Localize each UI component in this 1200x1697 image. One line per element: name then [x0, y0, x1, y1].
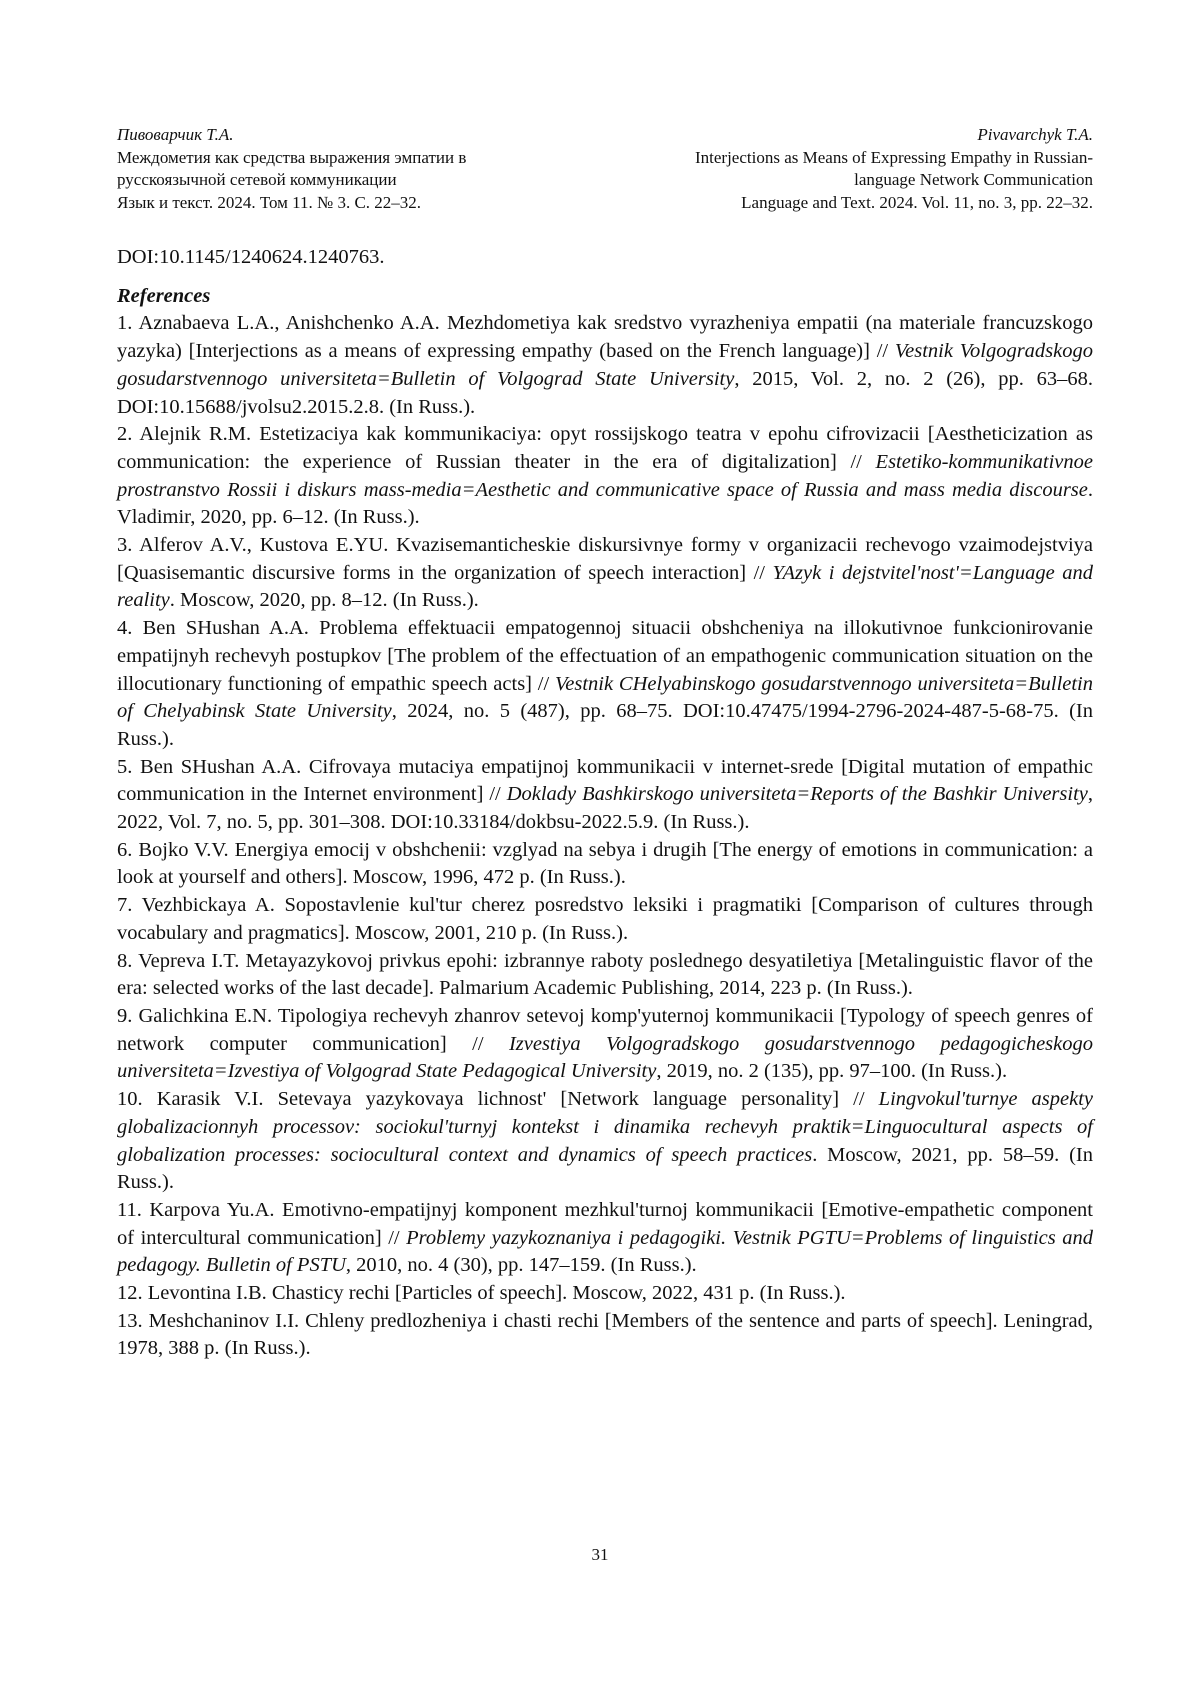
reference-list	[117, 310, 1093, 1363]
reference-text: . Moscow, 2021, pp. 58–59. (In Russ.).	[117, 1144, 1093, 1194]
reference-text: , 2015, Vol. 2, no. 2 (26), pp. 63–68. DOI:10.15688/jvolsu2.2015.2.8. (In Russ.).	[117, 368, 1093, 418]
reference-text: 12. Levontina I.B. Chasticy rechi [Particles of speech]. Moscow, 2022, 431 p. (In Russ.).	[117, 1282, 846, 1304]
reference-text: 11. Karpova Yu.A. Emotivno-empatijnyj komponent mezhkul'turnoj kommunikacii [Emotive-empathetic component of intercultural communication] //	[117, 1199, 1093, 1249]
reference-text: , 2022, Vol. 7, no. 5, pp. 301–308. DOI:10.33184/dokbsu-2022.5.9. (In Russ.).	[117, 783, 1093, 833]
header-citation-ru: Язык и текст. 2024. Том 11. № 3. С. 22–32.	[117, 192, 587, 215]
reference-item	[117, 421, 1093, 532]
reference-text: 13. Meshchaninov I.I. Chleny predlozheniya i chasti rechi [Members of the sentence and parts of speech]. Leningrad, 1978, 388 p. (In Russ.).	[117, 1310, 1093, 1360]
header-title-en-line2: language Network Communication	[593, 169, 1093, 192]
reference-source-title: Problemy yazykoznaniya i pedagogiki. Vestnik PGTU=Problems of linguistics and pedagogy. Bulletin of PSTU	[117, 1227, 1093, 1277]
header-author-en: Pivavarchyk T.A.	[593, 124, 1093, 147]
reference-source-title: Izvestiya Volgogradskogo gosudarstvennogo pedagogicheskogo universiteta=Izvestiya of Volgograd State Pedagogical University	[117, 1033, 1093, 1083]
page-number: 31	[0, 1545, 1200, 1565]
reference-text: 1. Aznabaeva L.A., Anishchenko A.A. Mezhdometiya kak sredstvo vyrazheniya empatii (na materiale francuzskogo yazyka) [Interjections as a means of expressing empathy (based on the French language)] //	[117, 312, 1093, 362]
reference-item	[117, 310, 1093, 421]
header-title-en-line1: Interjections as Means of Expressing Empathy in Russian-	[593, 147, 1093, 170]
page-body	[117, 244, 1093, 1363]
reference-item	[117, 1003, 1093, 1086]
reference-source-title: YAzyk i dejstvitel'nost'=Language and reality	[117, 562, 1093, 612]
reference-text: , 2024, no. 5 (487), pp. 68–75. DOI:10.47475/1994-2796-2024-487-5-68-75. (In Russ.).	[117, 700, 1093, 750]
reference-item	[117, 754, 1093, 837]
references-heading: References	[117, 283, 1093, 311]
reference-source-title: Lingvokul'turnye aspekty globalizacionnyh processov: sociokul'turnyj kontekst i dinamika rechevyh praktik=Linguocultural aspects of globalization processes: sociocultural context and dynamics of speech practices	[117, 1088, 1093, 1165]
reference-text: , 2019, no. 2 (135), pp. 97–100. (In Russ.).	[656, 1060, 1007, 1082]
reference-source-title: Vestnik CHelyabinskogo gosudarstvennogo universiteta=Bulletin of Chelyabinsk State University	[117, 673, 1093, 723]
reference-text: 7. Vezhbickaya A. Sopostavlenie kul'tur cherez posredstvo leksiki i pragmatiki [Comparison of cultures through vocabulary and pragmatics]. Moscow, 2001, 210 p. (In Russ.).	[117, 894, 1093, 944]
reference-text: . Moscow, 2020, pp. 8–12. (In Russ.).	[170, 589, 479, 611]
reference-text: 6. Bojko V.V. Energiya emocij v obshchenii: vzglyad na sebya i drugih [The energy of emotions in communication: a look at yourself and others]. Moscow, 1996, 472 p. (In Russ.).	[117, 839, 1093, 889]
reference-text: . Vladimir, 2020, pp. 6–12. (In Russ.).	[117, 479, 1093, 529]
reference-text: 3. Alferov A.V., Kustova E.YU. Kvazisemanticheskie diskursivnye formy v organizacii rechevogo vzaimodejstviya [Quasisemantic discursive forms in the organization of speech interaction] //	[117, 534, 1093, 584]
reference-text: 8. Vepreva I.T. Metayazykovoj privkus epohi: izbrannye raboty poslednego desyatiletiya [Metalinguistic flavor of the era: selected works of the last decade]. Palmarium Academic Publishing, 2014, 223 p. (In Russ.).	[117, 950, 1093, 1000]
reference-text: 9. Galichkina E.N. Tipologiya rechevyh zhanrov setevoj komp'yuternoj kommunikacii [Typology of speech genres of network computer communication] //	[117, 1005, 1093, 1055]
reference-item	[117, 948, 1093, 1003]
reference-item	[117, 837, 1093, 892]
header-title-ru-line2: русскоязычной сетевой коммуникации	[117, 169, 587, 192]
reference-text: , 2010, no. 4 (30), pp. 147–159. (In Russ.).	[346, 1254, 697, 1276]
reference-item	[117, 1308, 1093, 1363]
header-citation-en: Language and Text. 2024. Vol. 11, no. 3, pp. 22–32.	[593, 192, 1093, 215]
header-author-ru: Пивоварчик Т.А.	[117, 124, 587, 147]
doi-line: DOI:10.1145/1240624.1240763.	[117, 244, 1093, 272]
reference-text: 2. Alejnik R.M. Estetizaciya kak kommunikaciya: opyt rossijskogo teatra v epohu cifrovizacii [Aestheticization as communication: the experience of Russian theater in the era of digitalization] //	[117, 423, 1093, 473]
reference-item	[117, 1086, 1093, 1197]
reference-source-title: Estetiko-kommunikativnoe prostranstvo Rossii i diskurs mass-media=Aesthetic and communicative space of Russia and mass media discourse	[117, 451, 1093, 501]
reference-item	[117, 1197, 1093, 1280]
running-header-russian	[117, 124, 587, 214]
reference-item	[117, 615, 1093, 754]
reference-item	[117, 1280, 1093, 1308]
reference-text: 10. Karasik V.I. Setevaya yazykovaya lichnost' [Network language personality] //	[117, 1088, 879, 1110]
reference-text: 5. Ben SHushan A.A. Cifrovaya mutaciya empatijnoj kommunikacii v internet-srede [Digital mutation of empathic communication in the Internet environment] //	[117, 756, 1093, 806]
reference-item	[117, 532, 1093, 615]
reference-item	[117, 892, 1093, 947]
running-header-english	[593, 124, 1093, 214]
reference-source-title: Vestnik Volgogradskogo gosudarstvennogo universiteta=Bulletin of Volgograd State University	[117, 340, 1093, 390]
reference-text: 4. Ben SHushan A.A. Problema effektuacii empatogennoj situacii obshcheniya na illokutivnoe funkcionirovanie empatijnyh rechevyh postupkov [The problem of the effectuation of an empathogenic communication situation on the illocutionary functioning of empathic speech acts] //	[117, 617, 1093, 694]
header-title-ru-line1: Междометия как средства выражения эмпатии в	[117, 147, 587, 170]
reference-source-title: Doklady Bashkirskogo universiteta=Reports of the Bashkir University	[507, 783, 1088, 805]
